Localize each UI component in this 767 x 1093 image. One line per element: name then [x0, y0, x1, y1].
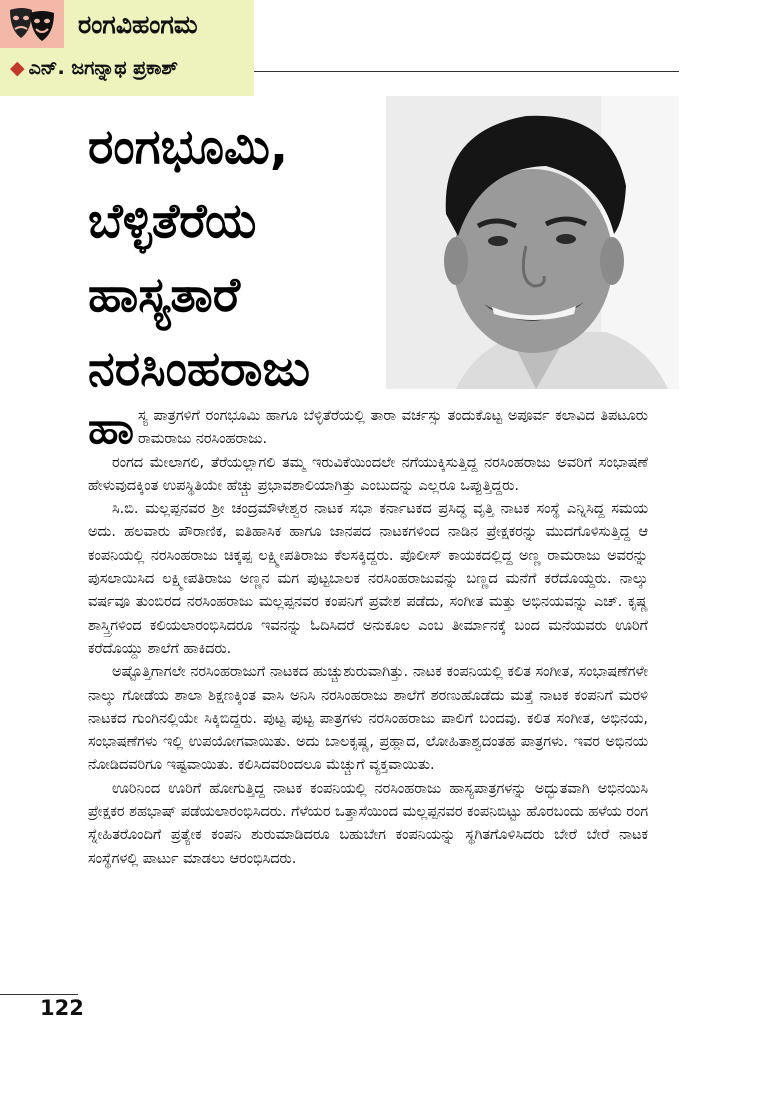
page-number: 122: [40, 996, 84, 1020]
article-paragraph: ಊರಿನಿಂದ ಊರಿಗೆ ಹೋಗುತ್ತಿದ್ದ ನಾಟಕ ಕಂಪನಿಯಲ್ಲಿ ನರಸಿಂಹರಾಜು ಹಾಸ್ಯಪಾತ್ರಗಳನ್ನು ಅದ್ಭುತವಾಗಿ ಅಭಿನಯಿಸಿ ಪ್ರೇಕ್ಷಕರ ಶಹಭಾಷ್ ಪಡೆಯಲಾರಂಭಿಸಿದರು. ಗೆಳೆಯರ ಒತ್ತಾಸೆಯಿಂದ ಮಲ್ಲಪ್ಪನವರ ಕಂಪನಿಬಿಟ್ಟು ಹೊರಬಂದು ಹಳೆಯ ರಂಗ ಸ್ನೇಹಿತರೊಂದಿಗೆ ಪ್ರತ್ಯೇಕ ಕಂಪನಿ ಶುರುಮಾಡಿದರೂ ಬಹುಬೇಗ ಕಂಪನಿಯನ್ನು ಸ್ಥಗಿತಗೊಳಿಸಿದರು ಬೇರೆ ಬೇರೆ ನಾಟಕ ಸಂಸ್ಥೆಗಳಲ್ಲಿ ಪಾರ್ಟು ಮಾಡಲು ಆರಂಭಿಸಿದರು.: [88, 780, 648, 867]
headline-line: ಬೆಳ್ಳಿತೆರೆಯ: [88, 193, 257, 249]
article-paragraph: ಸಿ.ಬಿ. ಮಲ್ಲಪ್ಪನವರ ಶ್ರೀ ಚಂದ್ರಮೌಳೇಶ್ವರ ನಾಟಕ ಸಭಾ ಕರ್ನಾಟಕದ ಪ್ರಸಿದ್ಧ ವೃತ್ತಿ ನಾಟಕ ಸಂಸ್ಥೆ ಎನ್ನಿಸಿದ್ದ ಸಮಯ ಅದು. ಹಲವಾರು ಪೌರಾಣಿಕ, ಐತಿಹಾಸಿಕ ಹಾಗೂ ಜಾನಪದ ನಾಟಕಗಳಿಂದ ನಾಡಿನ ಪ್ರೇಕ್ಷಕರನ್ನು ಮುದಗೊಳಿಸುತ್ತಿದ್ದ ಆ ಕಂಪನಿಯಲ್ಲಿ ನರಸಿಂಹರಾಜು ಚಿಕ್ಕಪ್ಪ ಲಕ್ಷ್ಮೀಪತಿರಾಜು ಕೆಲಸಕ್ಕಿದ್ದರು. ಪೊಲೀಸ್ ಕಾಯಕದಲ್ಲಿದ್ದ ಅಣ್ಣ ರಾಮರಾಜು ಅವರನ್ನು ಪುಸಲಾಯಿಸಿದ ಲಕ್ಷ್ಮೀಪತಿರಾಜು ಅಣ್ಣನ ಮಗ ಪುಟ್ಟಬಾಲಕ ನರಸಿಂಹರಾಜುವನ್ನು ಬಣ್ಣದ ಮನೆಗೆ ಕರೆದೊಯ್ದರು. ನಾಲ್ಕು ವರ್ಷವೂ ತುಂಬಿರದ ನರಸಿಂಹರಾಜು ಮಲ್ಲಪ್ಪನವರ ಕಂಪನಿಗೆ ಪ್ರವೇಶ ಪಡೆದು, ಸಂಗೀತ ಮತ್ತು ಅಭಿನಯವನ್ನು ಎಚ್. ಕೃಷ್ಣ ಶಾಸ್ತ್ರಿಗಳಿಂದ ಕಲಿಯಲಾರಂಭಿಸಿದರೂ ಇವನನ್ನು ಓದಿಸಿದರೆ ಅನುಕೂಲ ಎಂಬ ತೀರ್ಮಾನಕ್ಕೆ ಬಂದ ಮನೆಯವರು ಊರಿಗೆ ಕರೆದೊಯ್ದು ಶಾಲೆಗೆ ಹಾಕಿದರು.: [88, 501, 648, 657]
headline-line: ರಂಗಭೂಮಿ,: [88, 119, 289, 175]
article-paragraph: ರಂಗದ ಮೇಲಾಗಲಿ, ತೆರೆಯಲ್ಲಾಗಲಿ ತಮ್ಮ ಇರುವಿಕೆಯಿಂದಲೇ ನಗೆಯುಕ್ಕಿಸುತ್ತಿದ್ದ ನರಸಿಂಹರಾಜು ಅವರಿಗೆ ಸಂಭಾಷಣೆ ಹೇಳುವುದಕ್ಕಿಂತ ಉಪಸ್ಥಿತಿಯೇ ಹೆಚ್ಚು ಪ್ರಭಾವಶಾಲಿಯಾಗಿತ್ತು ಎಂಬುದನ್ನು ಎಲ್ಲರೂ ಒಪ್ಪುತ್ತಿದ್ದರು.: [88, 454, 648, 494]
author-byline: [10, 57, 178, 79]
drop-cap: ಹಾ: [88, 403, 135, 454]
paragraph-text: ಸ್ಯ ಪಾತ್ರಗಳಿಗೆ ರಂಗಭೂಮಿ ಹಾಗೂ ಬೆಳ್ಳಿತೆರೆಯಲ್ಲಿ ತಾರಾ ವರ್ಚಸ್ಸು ತಂದುಕೊಟ್ಟ ಅಪೂರ್ವ ಕಲಾವಿದ ತಿಪಟೂರು ರಾಮರಾಜು ನರಸಿಂಹರಾಜು.: [138, 408, 648, 448]
author-name: ಎನ್. ಜಗನ್ನಾಥ ಪ್ರಕಾಶ್: [28, 57, 178, 79]
theatre-masks-icon: [0, 0, 64, 48]
headline-line: ಹಾಸ್ಯತಾರೆ: [88, 267, 241, 323]
column-name: ರಂಗವಿಹಂಗಮ: [78, 10, 198, 39]
article-body: [88, 405, 648, 871]
headline-line: ನರಸಿಂಹರಾಜು: [88, 341, 310, 397]
column-header: [0, 0, 254, 96]
diamond-icon: ◆: [10, 57, 25, 79]
headline: [88, 110, 388, 406]
footer-rule: [0, 994, 78, 995]
portrait-photo: [386, 96, 679, 389]
article-paragraph: ಅಷ್ಟೊತ್ತಿಗಾಗಲೇ ನರಸಿಂಹರಾಜುಗೆ ನಾಟಕದ ಹುಚ್ಚುಶುರುವಾಗಿತ್ತು. ನಾಟಕ ಕಂಪನಿಯಲ್ಲಿ ಕಲಿತ ಸಂಗೀತ, ಸಂಭಾಷಣೆಗಳೇ ನಾಲ್ಕು ಗೋಡೆಯ ಶಾಲಾ ಶಿಕ್ಷಣಕ್ಕಿಂತ ವಾಸಿ ಅನಿಸಿ ನರಸಿಂಹರಾಜು ಶಾಲೆಗೆ ಶರಣುಹೊಡೆದು ಮತ್ತೆ ನಾಟಕ ಕಂಪನಿಗೆ ಮರಳಿ ನಾಟಕದ ಗುಂಗಿನಲ್ಲಿಯೇ ಸಿಕ್ಕಿಬಿದ್ದರು. ಪುಟ್ಟ ಪುಟ್ಟ ಪಾತ್ರಗಳು ನರಸಿಂಹರಾಜು ಪಾಲಿಗೆ ಬಂದವು. ಕಲಿತ ಸಂಗೀತ, ಅಭಿನಯ, ಸಂಭಾಷಣೆಗಳು ಇಲ್ಲಿ ಉಪಯೋಗವಾಯಿತು. ಅದು ಬಾಲಕೃಷ್ಣ, ಪ್ರಹ್ಲಾದ, ಲೋಹಿತಾಶ್ವದಂತಹ ಪಾತ್ರಗಳು. ಇವರ ಅಭಿನಯ ನೋಡಿದವರಿಗೂ ಇಷ್ಟವಾಯಿತು. ಕಲಿಸಿದವರಿಂದಲೂ ಮೆಚ್ಚುಗೆ ವ್ಯಕ್ತವಾಯಿತು.: [88, 664, 648, 774]
article-paragraph: [88, 405, 648, 452]
header-rule: [254, 71, 679, 72]
